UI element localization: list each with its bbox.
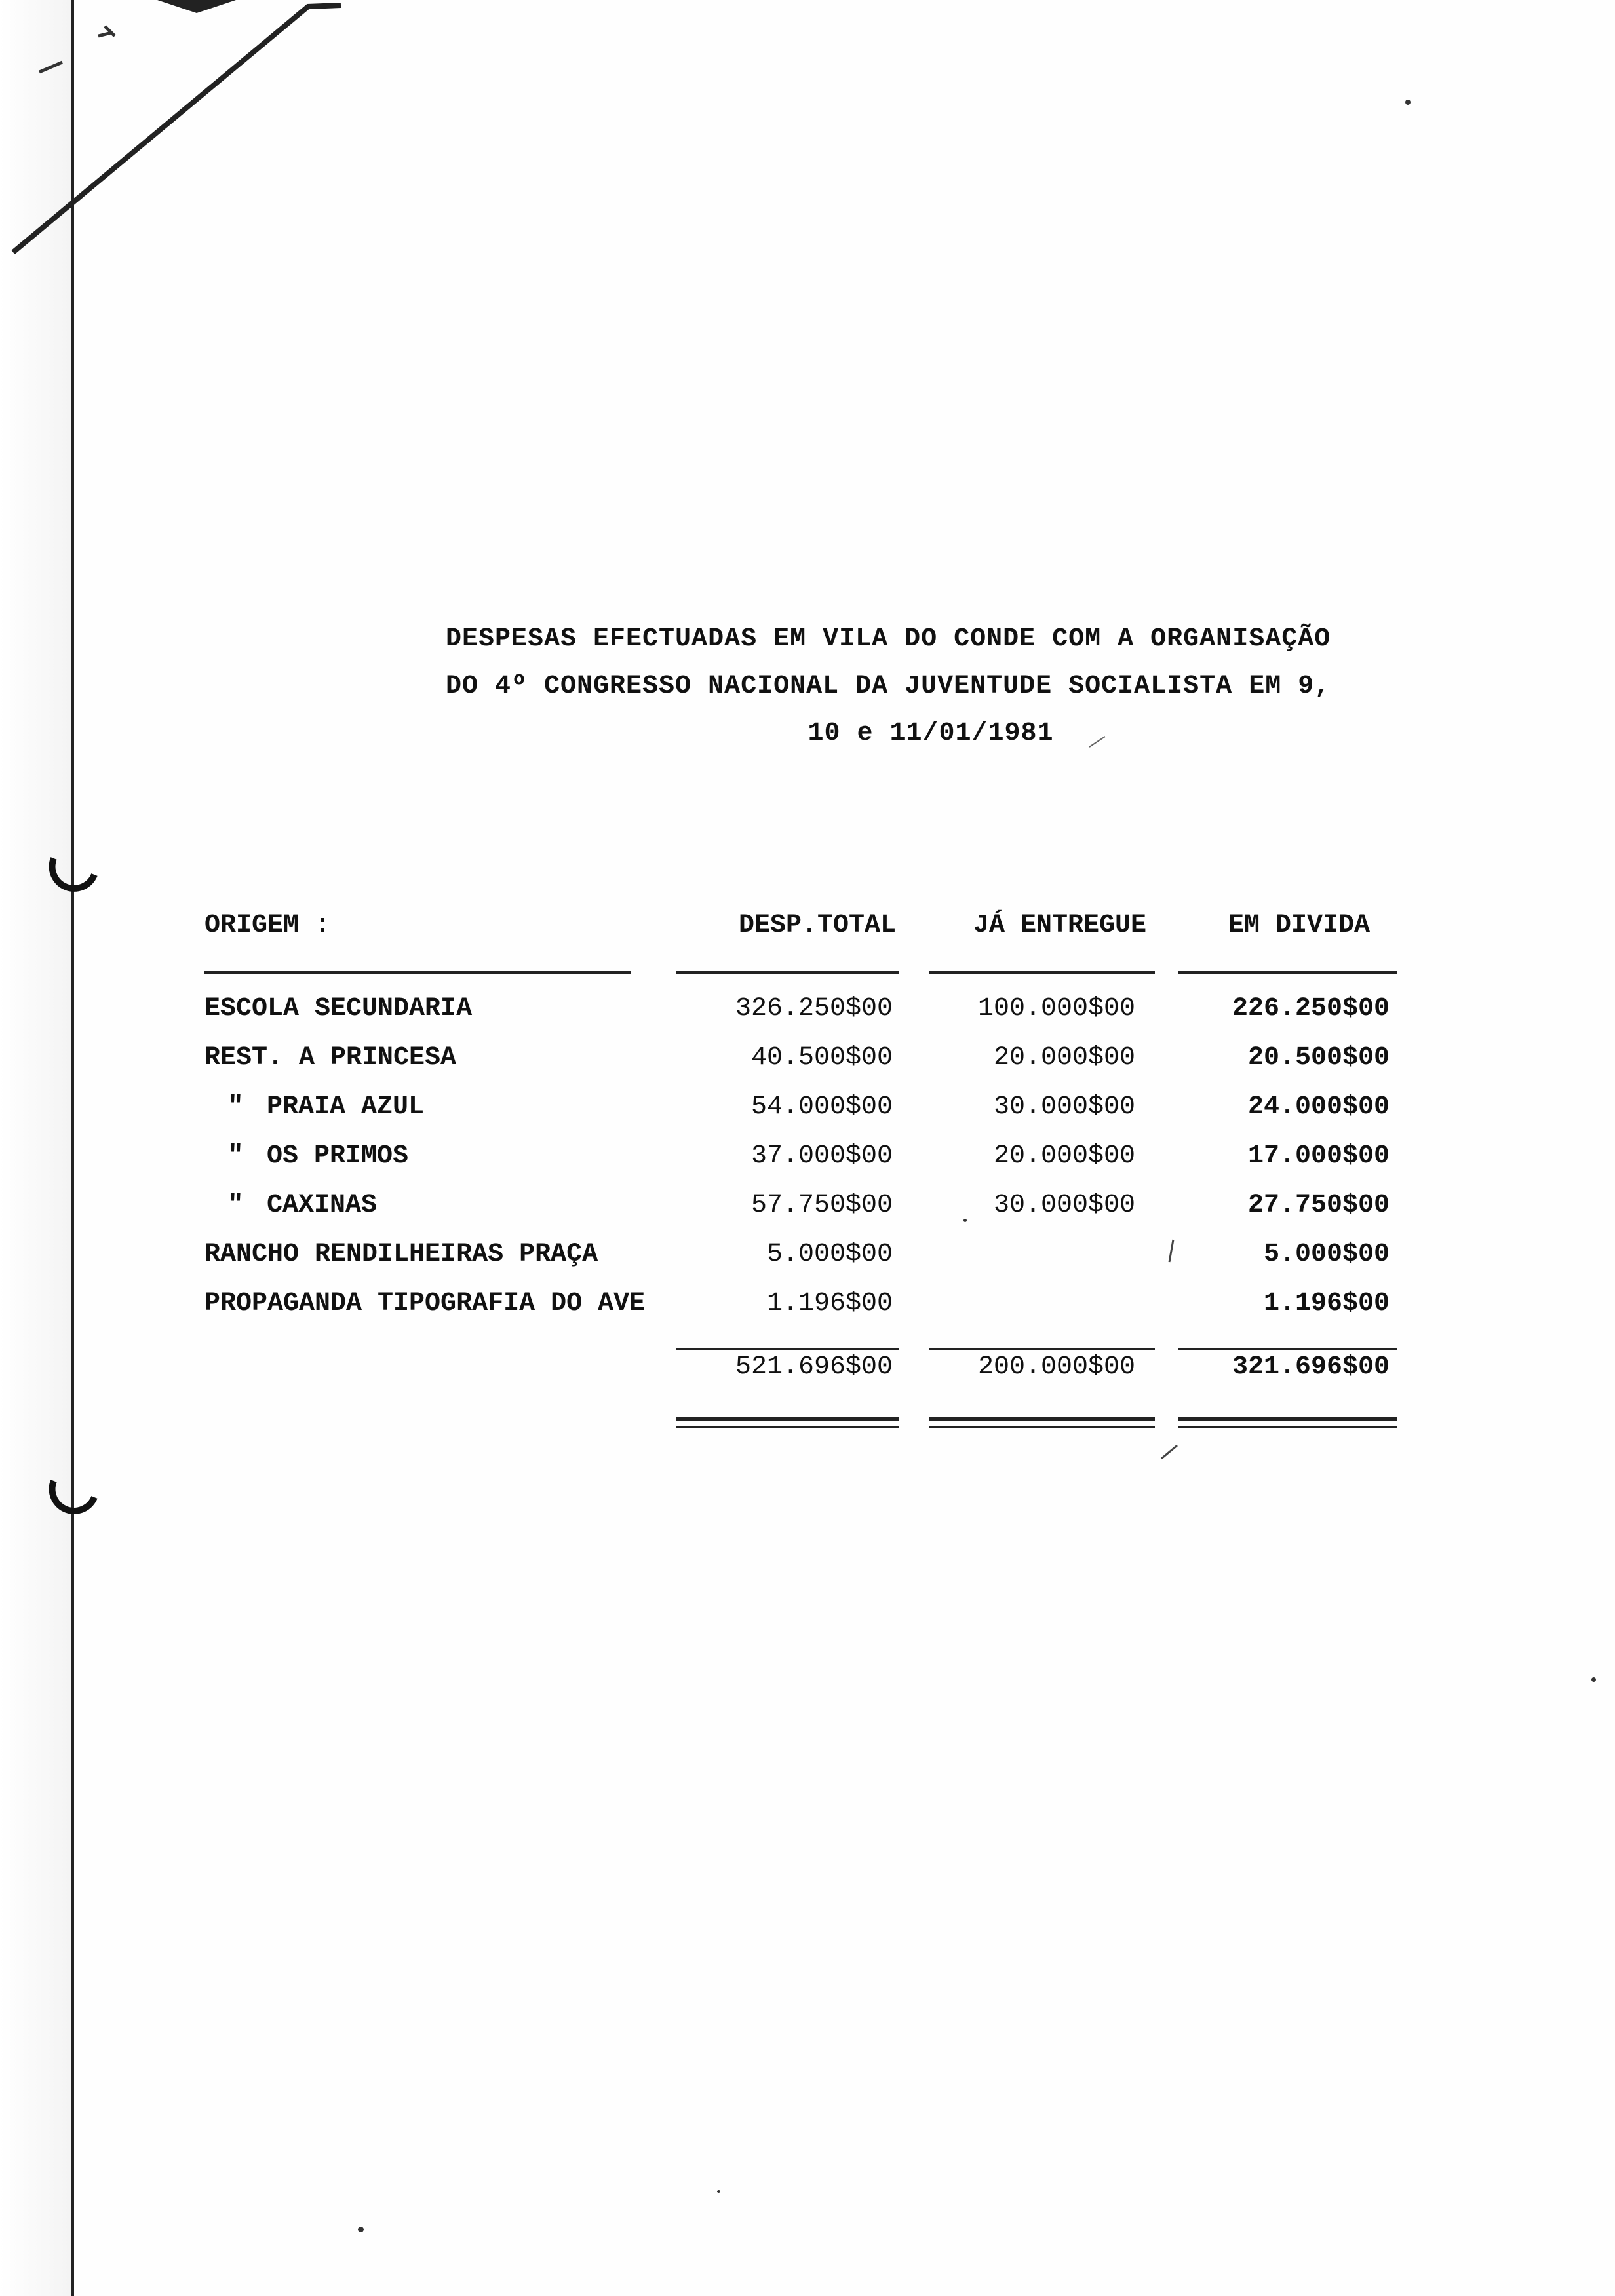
total-sum: 521.696$00 (735, 1352, 893, 1382)
row-origin: PRAIA AZUL (267, 1092, 425, 1122)
totals-row (204, 1352, 1397, 1402)
row-total: 54.000$00 (750, 1092, 893, 1122)
title-line-1: DESPESAS EFECTUADAS EM VILA DO CONDE COM A ORGANISAÇÃO (446, 624, 1331, 654)
subtotal-rule-total (676, 1348, 899, 1350)
header-underline-origin (204, 971, 631, 974)
row-origin: CAXINAS (267, 1191, 378, 1220)
header-underline-debt (1178, 971, 1397, 974)
row-origin: REST. A PRINCESA (204, 1043, 457, 1073)
row-debt: 24.000$00 (1247, 1092, 1390, 1122)
paper-speck (717, 2190, 720, 2193)
double-rule-debt-2 (1178, 1426, 1397, 1428)
row-debt: 17.000$00 (1247, 1141, 1390, 1171)
table-row (204, 1043, 1397, 1092)
row-prefix: " (227, 1141, 244, 1171)
row-debt: 1.196$00 (1263, 1289, 1390, 1318)
row-total: 326.250$00 (735, 994, 893, 1024)
row-paid: 100.000$00 (977, 994, 1135, 1024)
table-row (204, 994, 1397, 1043)
table-row (204, 1141, 1397, 1191)
punch-hole-icon (47, 845, 100, 898)
paper-speck (1405, 100, 1411, 105)
header-debt: EM DIVIDA (1228, 911, 1371, 940)
pen-mark (1160, 1442, 1180, 1461)
title-line-3: 10 e 11/01/1981 (808, 719, 1054, 748)
double-rule-total (676, 1417, 899, 1421)
row-origin: PROPAGANDA TIPOGRAFIA DO AVE (204, 1289, 646, 1318)
row-total: 40.500$00 (750, 1043, 893, 1073)
binder-fold-line (71, 0, 74, 2296)
table-row (204, 1191, 1397, 1240)
paper-speck (358, 2227, 364, 2232)
double-rule-total-2 (676, 1426, 899, 1428)
table-row (204, 1092, 1397, 1141)
row-total: 57.750$00 (750, 1191, 893, 1220)
punch-hole-icon (47, 1468, 100, 1520)
row-debt: 27.750$00 (1247, 1191, 1390, 1220)
row-origin: RANCHO RENDILHEIRAS PRAÇA (204, 1240, 598, 1269)
title-line-2: DO 4º CONGRESSO NACIONAL DA JUVENTUDE SOCIALISTA EM 9, (446, 672, 1331, 701)
table-header-row (204, 911, 1397, 960)
row-prefix: " (227, 1191, 244, 1220)
header-origin: ORIGEM : (204, 911, 331, 940)
folded-corner-mark (0, 0, 341, 262)
row-paid: 20.000$00 (993, 1141, 1135, 1171)
subtotal-rule-paid (929, 1348, 1155, 1350)
row-debt: 226.250$00 (1232, 994, 1390, 1024)
row-prefix: " (227, 1092, 244, 1122)
row-paid: 30.000$00 (993, 1092, 1135, 1122)
row-paid: 30.000$00 (993, 1191, 1135, 1220)
scan-margin-shade (0, 0, 71, 2296)
header-underline-paid (929, 971, 1155, 974)
double-rule-paid-2 (929, 1426, 1155, 1428)
header-underline-total (676, 971, 899, 974)
double-rule-debt (1178, 1417, 1397, 1421)
debt-sum: 321.696$00 (1232, 1352, 1390, 1382)
row-origin: OS PRIMOS (267, 1141, 409, 1171)
row-total: 1.196$00 (766, 1289, 893, 1318)
table-row (204, 1240, 1397, 1289)
paid-sum: 200.000$00 (977, 1352, 1135, 1382)
row-debt: 20.500$00 (1247, 1043, 1390, 1073)
row-total: 37.000$00 (750, 1141, 893, 1171)
double-rule-paid (929, 1417, 1155, 1421)
document-title (446, 616, 1442, 757)
row-debt: 5.000$00 (1263, 1240, 1390, 1269)
header-total: DESP.TOTAL (738, 911, 897, 940)
paper-speck (1591, 1677, 1596, 1682)
row-paid: 20.000$00 (993, 1043, 1135, 1073)
row-total: 5.000$00 (766, 1240, 893, 1269)
row-origin: ESCOLA SECUNDARIA (204, 994, 473, 1024)
header-paid: JÁ ENTREGUE (973, 911, 1147, 940)
table-row (204, 1289, 1397, 1338)
expense-table (204, 911, 1397, 1402)
subtotal-rule-debt (1178, 1348, 1397, 1350)
